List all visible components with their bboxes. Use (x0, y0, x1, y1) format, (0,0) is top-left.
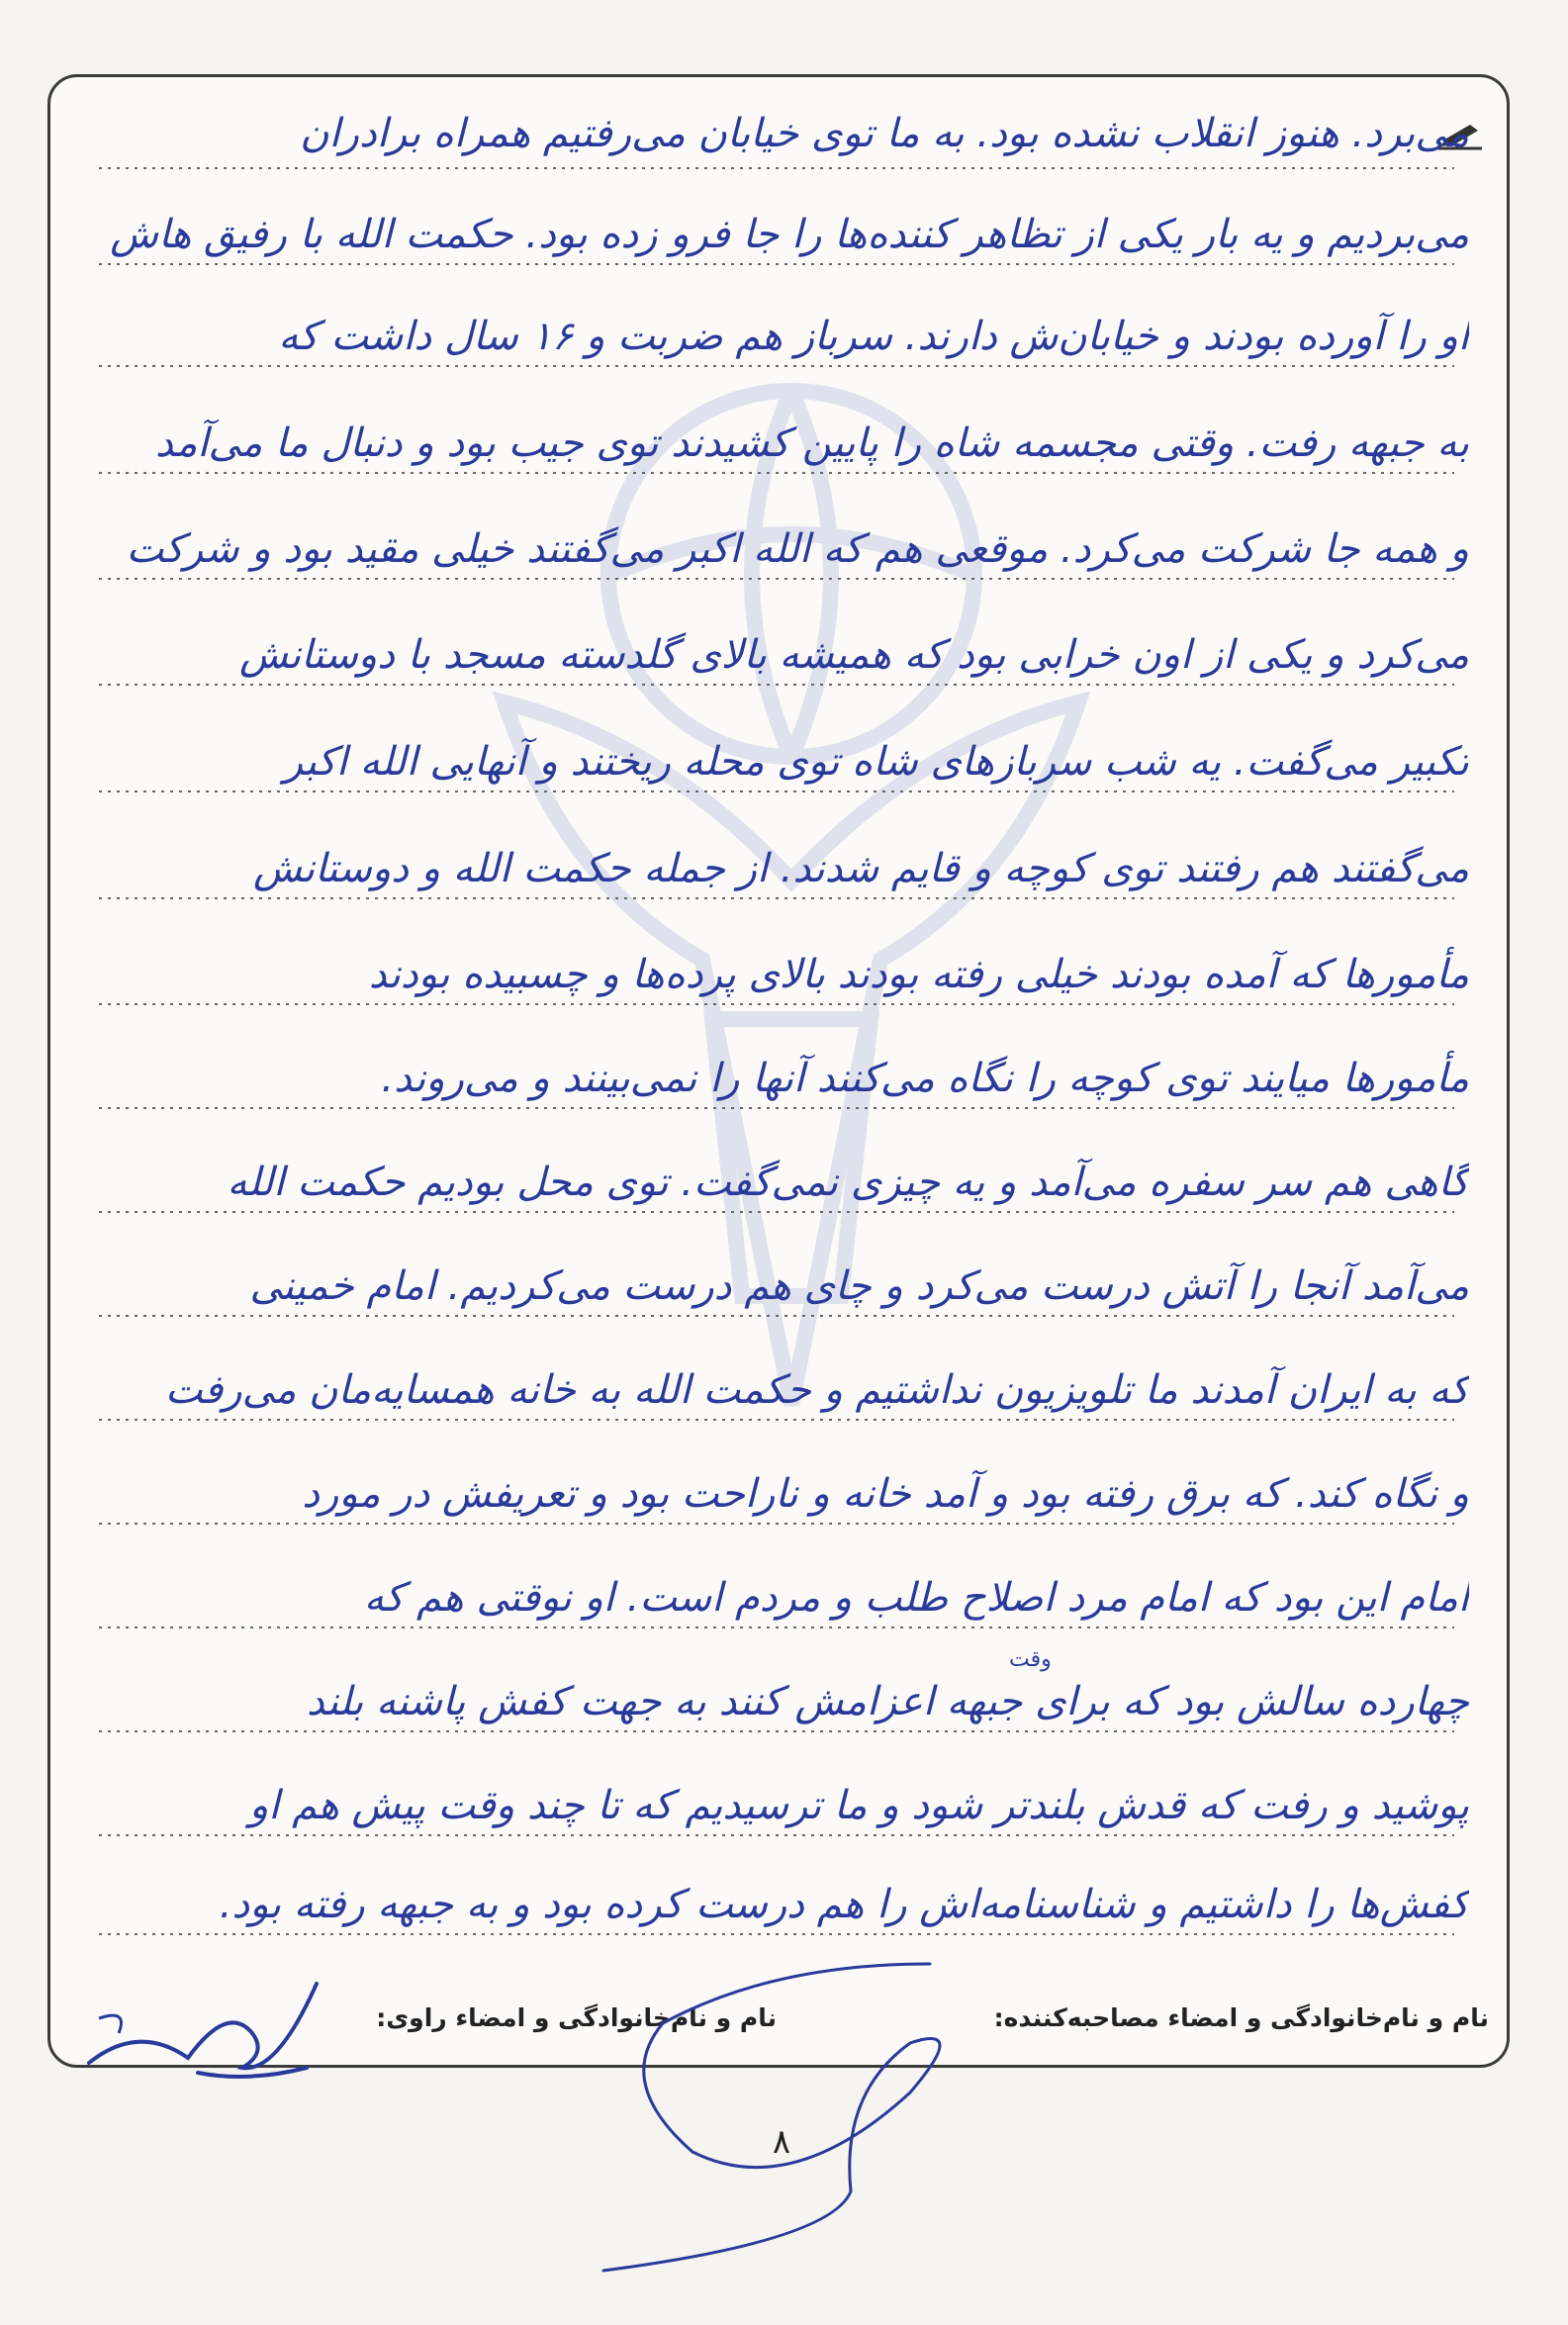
handwritten-line: می‌کرد و یکی از اون خرابی بود که همیشه بالای گلدسته مسجد با دوستانش (238, 632, 1469, 678)
handwritten-line: می‌برد. هنوز انقلاب نشده بود. به ما توی خیابان می‌رفتیم همراه برادران (300, 111, 1469, 156)
handwritten-line: پوشید و رفت که قدش بلندتر شود و ما ترسیدیم که تا چند وقت پیش هم او (248, 1783, 1469, 1828)
handwritten-line: امام این بود که امام مرد اصلاح طلب و مردم است. او نوقتی هم که (363, 1575, 1469, 1621)
signature-row (79, 2003, 1489, 2043)
handwritten-line: تکبیر می‌گفت. یه شب سربازهای شاه توی محله ریختند و آنهایی الله اکبر (283, 739, 1469, 785)
interviewer-signature-label: نام و نام‌خانوادگی و امضاء مصاحبه‌کننده: (993, 2003, 1489, 2032)
handwritten-line: که به ایران آمدند ما تلویزیون نداشتیم و حکمت الله به خانه همسایه‌مان می‌رفت (164, 1367, 1469, 1413)
inserted-word: وقت (1009, 1647, 1052, 1672)
page-number: ۸ (772, 2122, 791, 2162)
handwritten-line: و همه جا شرکت می‌کرد. موقعی هم که الله اکبر می‌گفتند خیلی مقید بود و شرکت (126, 526, 1469, 572)
handwritten-line: گاهی هم سر سفره می‌آمد و یه چیزی نمی‌گفت. توی محل بودیم حکمت الله (227, 1160, 1469, 1205)
handwritten-line: و نگاه کند. که برق رفته بود و آمد خانه و ناراحت بود و تعریفش در مورد (302, 1471, 1469, 1517)
handwritten-line: می‌بردیم و یه بار یکی از تظاهر کننده‌ها را جا فرو زده بود. حکمت الله با رفیق هاش (110, 212, 1469, 257)
handwritten-line: می‌گفتند هم رفتند توی کوچه و قایم شدند. از جمله حکمت الله و دوستانش (252, 846, 1469, 891)
handwritten-line: به جبهه رفت. وقتی مجسمه شاه را پایین کشیدند توی جیب بود و دنبال ما می‌آمد (154, 420, 1469, 466)
narrator-signature-label: نام و نام‌خانوادگی و امضاء راوی: (376, 2003, 777, 2032)
handwritten-line: کفش‌ها را داشتیم و شناسنامه‌اش را هم درست کرده بود و به جبهه رفته بود. (219, 1882, 1469, 1927)
handwritten-line: مأمورها میایند توی کوچه را نگاه می‌کنند آنها را نمی‌بینند و می‌روند. (381, 1056, 1469, 1101)
handwritten-line: چهارده سالش بود که برای جبهه اعزامش کنند به جهت کفش پاشنه بلند (306, 1679, 1469, 1724)
handwritten-line: مأمورها که آمده بودند خیلی رفته بودند بالای پرده‌ها و چسبیده بودند (368, 952, 1469, 997)
handwritten-line: می‌آمد آنجا را آتش درست می‌کرد و چای هم درست می‌کردیم. امام خمینی (249, 1263, 1469, 1309)
handwritten-line: او را آورده بودند و خیابان‌ش دارند. سرباز هم ضربت و ۱۶ سال داشت که (278, 314, 1469, 359)
